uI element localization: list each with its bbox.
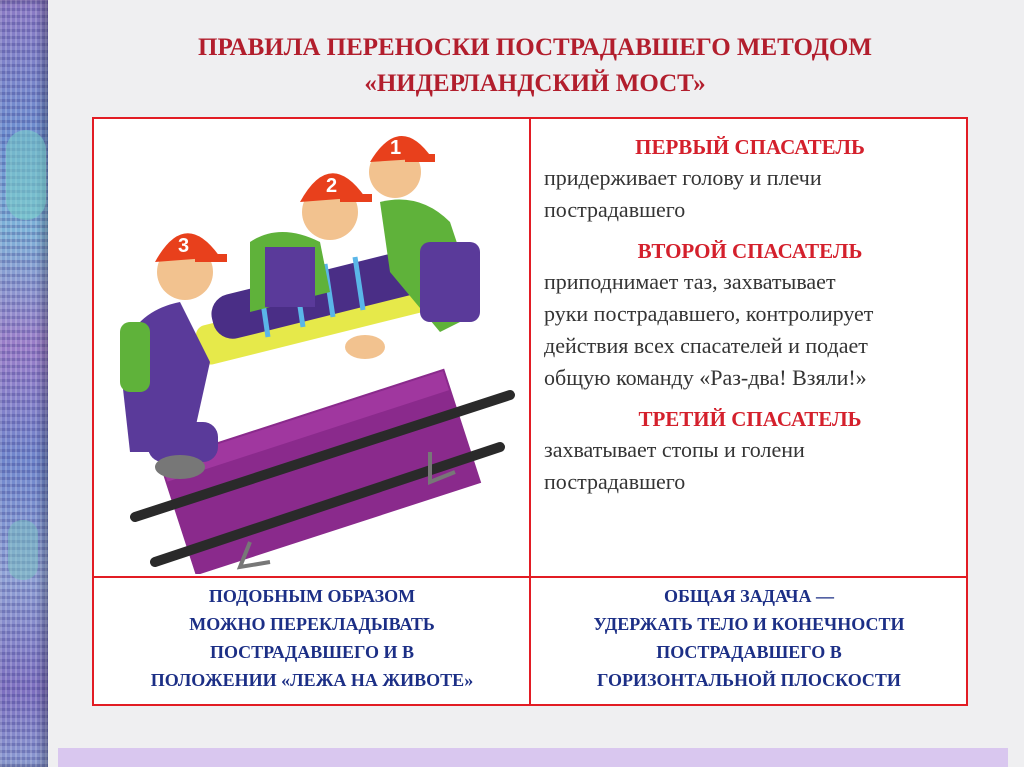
- rescuer-2-desc-line: действия всех спасателей и подает: [544, 333, 868, 358]
- slide-title: [60, 30, 1010, 102]
- table-divider-vertical: [529, 119, 531, 705]
- note-line: УДЕРЖАТЬ ТЕЛО И КОНЕЧНОСТИ: [593, 614, 905, 634]
- decorative-left-strip: [0, 0, 48, 767]
- title-line-2: «НИДЕРЛАНДСКИЙ МОСТ»: [364, 70, 706, 97]
- rescuer-1-desc-line: пострадавшего: [544, 197, 686, 222]
- rescuer-2-desc-line: руки пострадавшего, контролирует: [544, 301, 874, 326]
- title-line-1: ПРАВИЛА ПЕРЕНОСКИ ПОСТРАДАВШЕГО МЕТОДОМ: [198, 34, 872, 61]
- rescuer-roles: [540, 132, 960, 508]
- rescuer-3-desc-line: захватывает стопы и голени: [544, 437, 805, 462]
- helmet-number-3: 3: [178, 235, 190, 257]
- decorative-blob: [6, 130, 46, 220]
- note-line: ГОРИЗОНТАЛЬНОЙ ПЛОСКОСТИ: [597, 670, 901, 690]
- rescuer-2-desc-line: общую команду «Раз-два! Взяли!»: [544, 365, 867, 390]
- note-line: ПОСТРАДАВШЕГО И В: [209, 642, 415, 662]
- rescuer-3-description: [544, 434, 960, 498]
- note-line: ОБЩАЯ ЗАДАЧА —: [663, 586, 835, 606]
- decorative-bottom-bar: [58, 748, 1008, 767]
- note-common-task: [534, 582, 964, 700]
- rescuer-2-description: [544, 266, 960, 394]
- note-line: ПОЛОЖЕНИИ «ЛЕЖА НА ЖИВОТЕ»: [150, 670, 474, 690]
- rescuer-1-desc-line: придерживает голову и плечи: [544, 165, 822, 190]
- table-divider-horizontal: [94, 576, 966, 578]
- note-line: МОЖНО ПЕРЕКЛАДЫВАТЬ: [189, 614, 435, 634]
- rescuer-2-desc-line: приподнимает таз, захватывает: [544, 269, 836, 294]
- helmet-number-1: 1: [390, 137, 402, 159]
- helmet-number-2: 2: [326, 175, 338, 197]
- note-line: ПОСТРАДАВШЕГО В: [656, 642, 842, 662]
- rescuer-2-role: ВТОРОЙ СПАСАТЕЛЬ: [637, 239, 863, 263]
- rescuer-3-role: ТРЕТИЙ СПАСАТЕЛЬ: [638, 407, 862, 431]
- decorative-blob: [8, 520, 38, 580]
- rescuer-1-description: [544, 162, 960, 226]
- rescuer-3-desc-line: пострадавшего: [544, 469, 686, 494]
- note-line: ПОДОБНЫМ ОБРАЗОМ: [208, 586, 416, 606]
- rescue-illustration: [100, 122, 525, 574]
- note-prone-position: [98, 582, 526, 700]
- rescuer-1-role: ПЕРВЫЙ СПАСАТЕЛЬ: [635, 135, 865, 159]
